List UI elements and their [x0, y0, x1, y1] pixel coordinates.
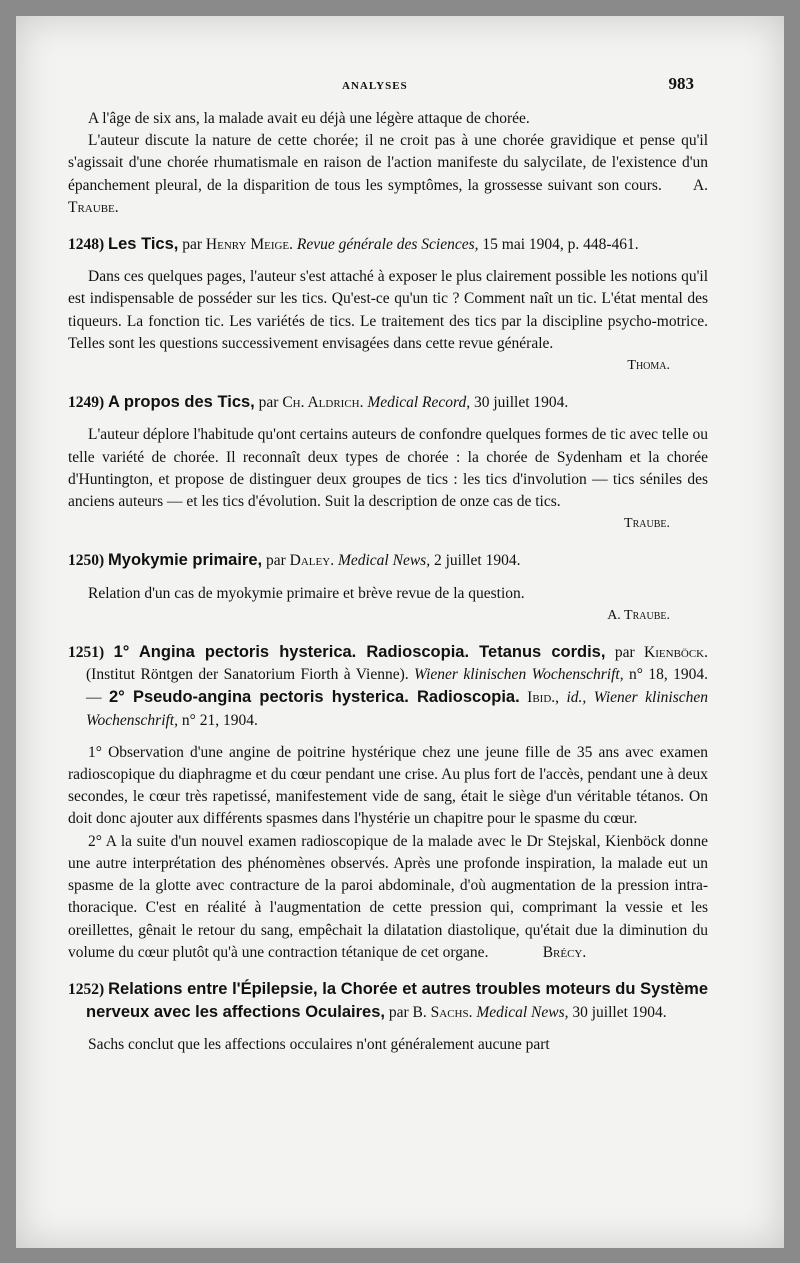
intro-signature: A. Traube. [68, 176, 709, 216]
entry-number: 1251) [68, 644, 105, 662]
entry-1252-heading [68, 978, 708, 1024]
entry-title: Les Tics, [108, 235, 179, 254]
entry-ibid: Ibid., [519, 689, 560, 707]
entry-number: 1250) [68, 552, 105, 570]
document-page [16, 16, 784, 1248]
entry-1251-body-1: 1° Observation d'une angine de poitrine hystérique chez une jeune fille de 35 ans avec examen radioscopique du diaphragme et du cœur pendant une crise. Au plus fort de l'accès, pendant une à deux secondes, le cœur très rapetissé, manifestement vide de sang, était le siège d'un véritable tétanos. On doit donc ajouter aux différents spasmes dans l'hystérie un chapitre pour le spasme du cœur. [68, 743, 708, 828]
entry-number: 1249) [68, 394, 105, 412]
entry-1248 [68, 233, 708, 377]
entry-1249-body: L'auteur déplore l'habitude qu'ont certains auteurs de confondre quelques formes de tic avec telle ou telle variété de chorée. Il reconnaît deux types de chorée : la chorée de Sydenham et la chorée d'Huntington, et propose de distinguer deux groupes de tics : les tics d'involution — tics séniles des anciens auteurs — et les tics d'évolution. Suit la description de onze cas de tics. [68, 426, 708, 511]
entry-1251-heading [68, 641, 708, 732]
entry-1248-heading [68, 233, 708, 256]
entry-by: par [605, 644, 645, 662]
page-header [16, 74, 784, 96]
entry-1249-heading [68, 391, 708, 414]
entry-by: par [254, 394, 283, 412]
entry-number: 1248) [68, 236, 105, 254]
entry-author: Daley. [289, 552, 335, 570]
entry-number: 1252) [68, 980, 105, 998]
entry-id: id., [559, 689, 587, 707]
entry-journal: Medical Record, [363, 394, 471, 412]
entry-1251-signature: Brécy. [542, 943, 587, 961]
entry-reference: 15 mai 1904, p. 448-461. [478, 236, 639, 254]
entry-journal: Medical News, [472, 1004, 569, 1022]
entry-author: Henry Meige. [205, 236, 294, 254]
entry-reference-1: n° 18, 1904. — [86, 666, 709, 707]
entry-1250-body: Relation d'un cas de myokymie primaire et brève revue de la question. [88, 584, 525, 602]
entry-1251-body-2-text: 2° A la suite d'un nouvel examen radioscopique de la malade avec le Dr Stejskal, Kienböck donne une autre interprétation des phénomènes observés. Après une profonde inspiration, la malade eut un spasme de la glotte avec contracture de la paroi abdominale, d'où augmentation de la pression intra-thoracique. C'est en réalité à l'augmentation de cette pression qui, comprimant la vessie et les oreillettes, gênait le retour du sang, empêchait la dilatation diastolique, qu'était due la diminution du volume du cœur plutôt qu'à une contraction tétanique de cet organe. [68, 832, 708, 961]
entry-1250-signature: A. Traube. [607, 607, 670, 623]
entry-1249-signature: Traube. [624, 516, 670, 532]
running-head: ANALYSES [342, 80, 408, 92]
intro-paragraph-2-text: L'auteur discute la nature de cette chorée; il ne croit pas à une chorée gravidique et pense qu'il s'agissait d'une chorée rhumatismale en raison de l'action manifeste du salycilate, de l'existence d'un épanchement pleural, de la disparition de tous les symptômes, la grossesse suivant son cours. [68, 132, 708, 194]
entry-author: Kienböck. [644, 644, 709, 662]
entry-journal: Medical News, [334, 552, 431, 570]
entry-1252 [68, 978, 708, 1057]
entry-by: par [178, 236, 206, 254]
entry-institution: (Institut Röntgen der Sanatorium Fiorth à Vienne). [86, 666, 409, 684]
entry-1251 [68, 641, 708, 964]
page-content [68, 108, 708, 1057]
entry-title: Myokymie primaire, [108, 551, 263, 570]
entry-1250 [68, 549, 708, 627]
entry-title: Relations entre l'Épilepsie, la Chorée et autres troubles moteurs du Système nerveux avec les affections Oculaires, [86, 979, 708, 1022]
entry-1248-body: Dans ces quelques pages, l'auteur s'est attaché à exposer le plus clairement possible les notions qu'il est indispensable de posséder sur les tics. Qu'est-ce qu'un tic ? Comment naît un tic. L'état mental des tiqueurs. La fonction tic. Les variétés de tics. Le traitement des tics par la discipline psycho-motrice. Telles sont les questions successivement envisagées dans cette revue générale. [68, 268, 708, 352]
entry-journal-2: Wiener klinischen Wochenschrift, [86, 689, 709, 729]
entry-title-2: 2° Pseudo-angina pectoris hysterica. Radioscopia. [108, 688, 520, 707]
entry-1249 [68, 391, 708, 535]
entry-journal-1: Wiener klinischen Wochenschrift, [408, 666, 624, 684]
intro-paragraph-2 [68, 130, 708, 219]
entry-by: par [262, 552, 290, 570]
entry-title: A propos des Tics, [108, 393, 255, 412]
entry-reference: 2 juillet 1904. [430, 552, 521, 570]
entry-journal: Revue générale des Sciences, [293, 236, 479, 254]
page-number: 983 [668, 74, 694, 93]
entry-1248-signature: Thoma. [627, 358, 670, 374]
entry-reference: 30 juillet 1904. [568, 1004, 667, 1022]
entry-1251-body-2 [68, 831, 708, 964]
entry-1252-body: Sachs conclut que les affections occulaires n'ont généralement aucune part [88, 1036, 550, 1054]
entry-by: par [385, 1004, 413, 1022]
entry-author: B. Sachs. [412, 1004, 473, 1022]
entry-title-1: 1° Angina pectoris hysterica. Radioscopia. Tetanus cordis, [113, 643, 606, 662]
entry-reference-2: n° 21, 1904. [178, 711, 258, 729]
entry-1250-heading [68, 549, 708, 572]
entry-author: Ch. Aldrich. [282, 394, 364, 412]
intro-paragraph-1: A l'âge de six ans, la malade avait eu déjà une légère attaque de chorée. [88, 110, 530, 127]
entry-reference: 30 juillet 1904. [470, 394, 569, 412]
